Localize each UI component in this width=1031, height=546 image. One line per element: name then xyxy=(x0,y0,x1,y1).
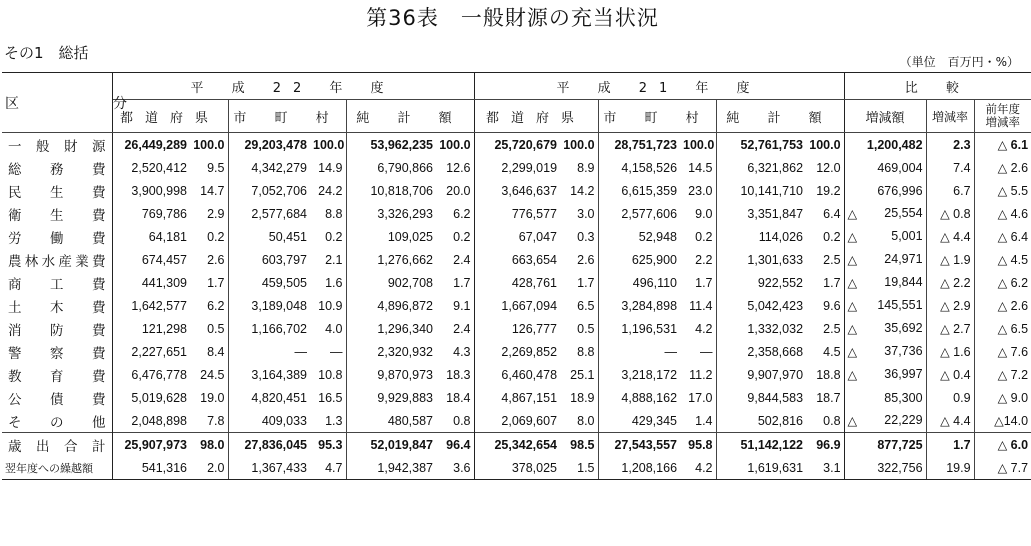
table-cell: △ 37,736 xyxy=(844,340,926,363)
table-row xyxy=(2,179,1031,202)
table-cell: 2,320,932 xyxy=(377,344,433,359)
negative-marker: △ xyxy=(847,414,858,428)
table-cell: 26,449,289 xyxy=(124,137,187,152)
table-row xyxy=(2,248,1031,271)
table-cell: 85,300 xyxy=(844,386,926,409)
table-cell: △ 7.7 xyxy=(974,456,1031,480)
col-h21-prefecture: 都道府県 xyxy=(474,100,598,133)
table-cell: 96.9 xyxy=(806,433,844,457)
table-cell: 428,761 xyxy=(511,275,558,290)
table-cell: △ 0.4 xyxy=(926,363,974,386)
table-cell: 469,004 xyxy=(844,156,926,179)
table-cell: 4,820,451 xyxy=(251,390,307,405)
table-cell: 52,761,753 xyxy=(740,137,804,152)
table-cell: △ 1.6 xyxy=(926,340,974,363)
table-cell: 409,033 xyxy=(261,413,307,428)
table-cell: 9,929,883 xyxy=(377,390,433,405)
table-cell: 9,844,583 xyxy=(747,390,804,405)
table-cell: 0.5 xyxy=(190,317,228,340)
table-cell: 25,342,654 xyxy=(474,433,560,457)
table-cell: △ 7.2 xyxy=(997,368,1029,382)
table-row xyxy=(2,202,1031,225)
table-cell: 14.9 xyxy=(310,156,346,179)
table-cell: 0.9 xyxy=(926,386,974,409)
table-cell: 0.2 xyxy=(190,225,228,248)
table-cell: — xyxy=(294,344,307,359)
table-cell: 0.8 xyxy=(806,409,844,433)
table-cell: 5,042,423 xyxy=(747,298,804,313)
table-cell: △ 2.2 xyxy=(926,271,974,294)
table-row xyxy=(2,340,1031,363)
table-cell: 2.4 xyxy=(436,248,474,271)
table-cell: 9,907,970 xyxy=(747,367,804,382)
table-cell: 25,907,973 xyxy=(112,433,190,457)
table-cell: △ 2.6 xyxy=(997,299,1029,313)
table-row xyxy=(2,317,1031,340)
negative-marker: △ xyxy=(847,276,858,290)
table-cell: 429,345 xyxy=(631,413,678,428)
table-body xyxy=(2,133,1031,480)
table-row xyxy=(2,386,1031,409)
table-cell: 1,208,166 xyxy=(598,456,680,480)
table-cell: 27,543,557 xyxy=(598,433,680,457)
col-h22-municipality: 市 町 村 xyxy=(228,100,346,133)
table-cell: 3.0 xyxy=(560,202,598,225)
table-cell: 1,276,662 xyxy=(377,252,433,267)
table-cell: 18.7 xyxy=(806,386,844,409)
table-row xyxy=(2,294,1031,317)
table-cell: 17.0 xyxy=(680,386,716,409)
table-cell: 3,900,998 xyxy=(131,183,187,198)
table-cell: △ 9.0 xyxy=(997,391,1029,405)
table-cell: 1,619,631 xyxy=(716,456,806,480)
table-cell: 10,818,706 xyxy=(370,183,433,198)
table-cell: 24.5 xyxy=(190,363,228,386)
table-cell: △ 5,001 xyxy=(844,225,926,248)
table-cell: 0.2 xyxy=(436,225,474,248)
table-cell: 3.1 xyxy=(806,456,844,480)
table-cell: 6.7 xyxy=(926,179,974,202)
table-cell: △ 6.1 xyxy=(997,138,1029,152)
table-cell: 9.1 xyxy=(436,294,474,317)
table-cell: 7.4 xyxy=(926,156,974,179)
table-cell: 625,900 xyxy=(631,252,678,267)
table-cell: 2,069,607 xyxy=(501,413,558,428)
table-cell: 4.3 xyxy=(436,340,474,363)
table-cell: △ 35,692 xyxy=(844,317,926,340)
table-cell: 7.8 xyxy=(190,409,228,433)
table-cell: 25.1 xyxy=(560,363,598,386)
table-cell: 98.0 xyxy=(190,433,228,457)
table-cell: △ 19,844 xyxy=(844,271,926,294)
table-cell: △ 0.8 xyxy=(926,202,974,225)
table-cell: 100.0 xyxy=(436,133,474,157)
table-cell: 1,667,094 xyxy=(501,298,558,313)
table-cell: 5,019,628 xyxy=(131,390,187,405)
col-h22-net-total: 純 計 額 xyxy=(346,100,474,133)
table-cell: 1.3 xyxy=(310,409,346,433)
table-cell: 11.2 xyxy=(680,363,716,386)
page-title: 第36表 一般財源の充当状況 xyxy=(366,6,659,30)
table-cell: 2,299,019 xyxy=(501,160,558,175)
table-cell: 98.5 xyxy=(560,433,598,457)
table-cell: 67,047 xyxy=(518,229,558,244)
table-cell: 2,577,606 xyxy=(621,206,678,221)
table-cell: 663,654 xyxy=(511,252,558,267)
table-cell: 114,026 xyxy=(758,229,804,244)
row-label: 衛生費 xyxy=(2,202,112,225)
table-cell: 51,142,122 xyxy=(716,433,806,457)
table-cell: 674,457 xyxy=(141,252,187,267)
table-cell: △ 5.5 xyxy=(997,184,1029,198)
table-cell: 24.2 xyxy=(310,179,346,202)
table-cell: 2.6 xyxy=(190,248,228,271)
table-row xyxy=(2,133,1031,157)
table-cell: 1.6 xyxy=(310,271,346,294)
table-cell: 4.7 xyxy=(310,456,346,480)
table-cell: 1,942,387 xyxy=(346,456,436,480)
table-cell: 96.4 xyxy=(436,433,474,457)
table-cell: 1,367,433 xyxy=(228,456,310,480)
table-cell: △ 2.9 xyxy=(926,294,974,317)
table-cell: 502,816 xyxy=(757,413,804,428)
table-cell: 2.6 xyxy=(560,248,598,271)
table-cell: 25,720,679 xyxy=(494,137,558,152)
table-cell: 322,756 xyxy=(844,456,926,480)
table-cell: 10.9 xyxy=(310,294,346,317)
row-label: 消防費 xyxy=(2,317,112,340)
table-cell: 2.1 xyxy=(310,248,346,271)
table-cell: 2,269,852 xyxy=(501,344,558,359)
table-row xyxy=(2,433,1031,457)
table-cell: 1,200,482 xyxy=(844,133,926,157)
table-cell: 29,203,478 xyxy=(244,137,307,152)
table-cell: 109,025 xyxy=(387,229,433,244)
table-cell: 10.8 xyxy=(310,363,346,386)
table-cell: 23.0 xyxy=(680,179,716,202)
table-cell: 3,164,389 xyxy=(251,367,307,382)
row-label: 商工費 xyxy=(2,271,112,294)
table-cell: △ 6.0 xyxy=(974,433,1031,457)
table-cell: 441,309 xyxy=(141,275,187,290)
table-cell: 3,284,898 xyxy=(621,298,678,313)
table-cell: △ 4.4 xyxy=(926,225,974,248)
row-label: 翌年度への繰越額 xyxy=(2,456,112,480)
table-row xyxy=(2,363,1031,386)
table-row xyxy=(2,456,1031,480)
table-cell: 4.0 xyxy=(310,317,346,340)
table-cell: △ 36,997 xyxy=(844,363,926,386)
table-cell: 19.2 xyxy=(806,179,844,202)
table-cell: 2,358,668 xyxy=(747,344,804,359)
table-cell: 6,476,778 xyxy=(131,367,187,382)
table-cell: △ 4.6 xyxy=(997,207,1029,221)
col-change-amount: 増減額 xyxy=(844,100,926,133)
negative-marker: △ xyxy=(847,322,858,336)
table-cell: 52,948 xyxy=(638,229,678,244)
table-cell: 2.5 xyxy=(806,317,844,340)
table-cell: 2,520,412 xyxy=(131,160,187,175)
row-label: 農林水産業費 xyxy=(2,248,112,271)
table-cell: △ 4.5 xyxy=(997,253,1029,267)
table-cell: 1,332,032 xyxy=(747,321,804,336)
table-cell: 6.2 xyxy=(190,294,228,317)
table-cell: 10,141,710 xyxy=(740,183,804,198)
row-label: 教育費 xyxy=(2,363,112,386)
table-cell: 3.6 xyxy=(436,456,474,480)
table-cell: 9.6 xyxy=(806,294,844,317)
table-cell: 6,321,862 xyxy=(747,160,804,175)
table-cell: 50,451 xyxy=(268,229,307,244)
row-label: その他 xyxy=(2,409,112,433)
table-cell: 95.3 xyxy=(310,433,346,457)
table-cell: 1,166,702 xyxy=(251,321,307,336)
negative-marker: △ xyxy=(847,345,858,359)
table-cell: 877,725 xyxy=(844,433,926,457)
table-cell: 1.7 xyxy=(680,271,716,294)
table-cell: 1.5 xyxy=(560,456,598,480)
table-cell: 6.5 xyxy=(560,294,598,317)
table-cell: 6.4 xyxy=(806,202,844,225)
table-cell: — xyxy=(310,340,346,363)
table-cell: 676,996 xyxy=(844,179,926,202)
table-cell: 100.0 xyxy=(680,133,716,157)
table-cell: 4.5 xyxy=(806,340,844,363)
table-cell: 14.7 xyxy=(190,179,228,202)
table-cell: 4,158,526 xyxy=(621,160,678,175)
row-label: 土木費 xyxy=(2,294,112,317)
table-cell: 1.7 xyxy=(926,433,974,457)
table-cell: 19.0 xyxy=(190,386,228,409)
table-cell: 14.5 xyxy=(680,156,716,179)
row-label: 警察費 xyxy=(2,340,112,363)
table-cell: 4.2 xyxy=(680,317,716,340)
table-cell: 11.4 xyxy=(680,294,716,317)
general-revenue-table xyxy=(2,72,1031,480)
table-cell: △ 4.4 xyxy=(926,409,974,433)
table-cell: △ 1.9 xyxy=(926,248,974,271)
col-change-rate: 増減率 xyxy=(926,100,974,133)
table-cell: 541,316 xyxy=(112,456,190,480)
table-cell: 8.0 xyxy=(560,409,598,433)
table-cell: 2.3 xyxy=(926,133,974,157)
table-cell: 0.2 xyxy=(680,225,716,248)
row-label: 一般財源 xyxy=(2,133,112,157)
table-cell: 0.8 xyxy=(436,409,474,433)
table-cell: 27,836,045 xyxy=(228,433,310,457)
table-cell: 8.8 xyxy=(310,202,346,225)
table-cell: 2.2 xyxy=(680,248,716,271)
table-row xyxy=(2,409,1031,433)
table-cell: 378,025 xyxy=(474,456,560,480)
negative-marker: △ xyxy=(847,207,858,221)
table-cell: 1,196,531 xyxy=(621,321,678,336)
table-cell: 1,301,633 xyxy=(747,252,804,267)
table-cell: 0.2 xyxy=(806,225,844,248)
table-cell: 902,708 xyxy=(387,275,433,290)
table-row xyxy=(2,156,1031,179)
table-cell: — xyxy=(680,340,716,363)
table-cell: 603,797 xyxy=(261,252,307,267)
table-cell: △ 145,551 xyxy=(844,294,926,317)
table-cell: 496,110 xyxy=(632,275,678,290)
table-cell: 1.4 xyxy=(680,409,716,433)
table-cell: 53,962,235 xyxy=(370,137,433,152)
table-cell: 100.0 xyxy=(190,133,228,157)
table-cell: 95.8 xyxy=(680,433,716,457)
table-cell: 18.9 xyxy=(560,386,598,409)
table-cell: 12.6 xyxy=(436,156,474,179)
table-cell: △ 25,554 xyxy=(844,202,926,225)
table-cell: 3,326,293 xyxy=(377,206,433,221)
table-cell: 1,296,340 xyxy=(377,321,433,336)
table-cell: 922,552 xyxy=(757,275,804,290)
row-label: 総務費 xyxy=(2,156,112,179)
table-cell: 18.4 xyxy=(436,386,474,409)
table-cell: 6.2 xyxy=(436,202,474,225)
table-row xyxy=(2,225,1031,248)
table-cell: △ 7.6 xyxy=(997,345,1029,359)
table-cell: 4,867,151 xyxy=(501,390,558,405)
table-cell: 3,189,048 xyxy=(251,298,307,313)
table-cell: 1,642,577 xyxy=(131,298,187,313)
unit-note: （単位 百万円・%） xyxy=(899,55,1019,69)
negative-marker: △ xyxy=(847,299,858,313)
table-cell: 18.8 xyxy=(806,363,844,386)
col-h21-municipality: 市 町 村 xyxy=(598,100,716,133)
table-cell: 28,751,723 xyxy=(614,137,678,152)
table-cell: 4,896,872 xyxy=(377,298,433,313)
table-cell: 2,048,898 xyxy=(131,413,187,428)
table-cell: 126,777 xyxy=(511,321,558,336)
table-cell: 100.0 xyxy=(310,133,346,157)
table-cell: 1.7 xyxy=(806,271,844,294)
table-cell: 8.8 xyxy=(560,340,598,363)
table-cell: 9,870,973 xyxy=(377,367,433,382)
table-row xyxy=(2,271,1031,294)
table-cell: △ 2.6 xyxy=(997,161,1029,175)
table-cell: 6,460,478 xyxy=(501,367,558,382)
row-label: 民生費 xyxy=(2,179,112,202)
table-cell: 9.5 xyxy=(190,156,228,179)
table-cell: △14.0 xyxy=(994,414,1029,428)
col-h21-net-total: 純 計 額 xyxy=(716,100,844,133)
table-cell: 4,888,162 xyxy=(621,390,678,405)
table-cell: 16.5 xyxy=(310,386,346,409)
table-cell: 12.0 xyxy=(806,156,844,179)
table-cell: 14.2 xyxy=(560,179,598,202)
table-cell: 769,786 xyxy=(141,206,187,221)
col-h22-prefecture: 都道府県 xyxy=(112,100,228,133)
table-cell: 18.3 xyxy=(436,363,474,386)
table-cell: 3,646,637 xyxy=(501,183,558,198)
table-cell: 480,587 xyxy=(387,413,433,428)
table-cell: 459,505 xyxy=(261,275,307,290)
table-cell: 9.0 xyxy=(680,202,716,225)
table-cell: 2.9 xyxy=(190,202,228,225)
table-cell: 2.0 xyxy=(190,456,228,480)
table-cell: 2.5 xyxy=(806,248,844,271)
negative-marker: △ xyxy=(847,368,858,382)
table-cell: 100.0 xyxy=(806,133,844,157)
table-cell: △ 2.7 xyxy=(926,317,974,340)
table-cell: 4.2 xyxy=(680,456,716,480)
row-label: 労働費 xyxy=(2,225,112,248)
table-cell: 2.4 xyxy=(436,317,474,340)
section-subtitle: その1 総括 xyxy=(4,44,89,62)
table-cell: 4,342,279 xyxy=(251,160,307,175)
table-cell: 0.5 xyxy=(560,317,598,340)
table-cell: 1.7 xyxy=(560,271,598,294)
table-cell: 0.2 xyxy=(310,225,346,248)
table-cell: △ 6.4 xyxy=(997,230,1029,244)
table-cell: 8.9 xyxy=(560,156,598,179)
negative-marker: △ xyxy=(847,253,858,267)
row-header-kubun: 区 分 xyxy=(2,73,112,133)
table-cell: △ 6.5 xyxy=(997,322,1029,336)
table-cell: 64,181 xyxy=(148,229,187,244)
table-cell: 776,577 xyxy=(511,206,558,221)
table-cell: △ 6.2 xyxy=(997,276,1029,290)
table-cell: 3,218,172 xyxy=(621,367,678,382)
table-cell: 8.4 xyxy=(190,340,228,363)
table-cell: △ 24,971 xyxy=(844,248,926,271)
table-cell: 52,019,847 xyxy=(346,433,436,457)
table-cell: 7,052,706 xyxy=(251,183,307,198)
table-cell: 20.0 xyxy=(436,179,474,202)
table-cell: 6,790,866 xyxy=(377,160,433,175)
table-cell: 6,615,359 xyxy=(621,183,678,198)
table-cell: 0.3 xyxy=(560,225,598,248)
group-header-h21: 平 成 21 年 度 xyxy=(474,73,844,100)
table-cell: 19.9 xyxy=(926,456,974,480)
group-header-comparison: 比 較 xyxy=(844,73,1031,100)
negative-marker: △ xyxy=(847,230,858,244)
table-cell: 1.7 xyxy=(436,271,474,294)
row-label: 公債費 xyxy=(2,386,112,409)
group-header-h22: 平 成 22 年 度 xyxy=(112,73,474,100)
table-cell: 121,298 xyxy=(141,321,187,336)
table-cell: 100.0 xyxy=(560,133,598,157)
table-cell: 1.7 xyxy=(190,271,228,294)
col-prev-year-change-rate: 前年度 増減率 xyxy=(974,100,1031,133)
row-label: 歳出合計 xyxy=(2,433,112,457)
table-cell: 2,227,651 xyxy=(131,344,187,359)
table-cell: — xyxy=(664,344,678,359)
table-cell: 2,577,684 xyxy=(251,206,307,221)
table-cell: △ 22,229 xyxy=(844,409,926,433)
table-cell: 3,351,847 xyxy=(747,206,804,221)
